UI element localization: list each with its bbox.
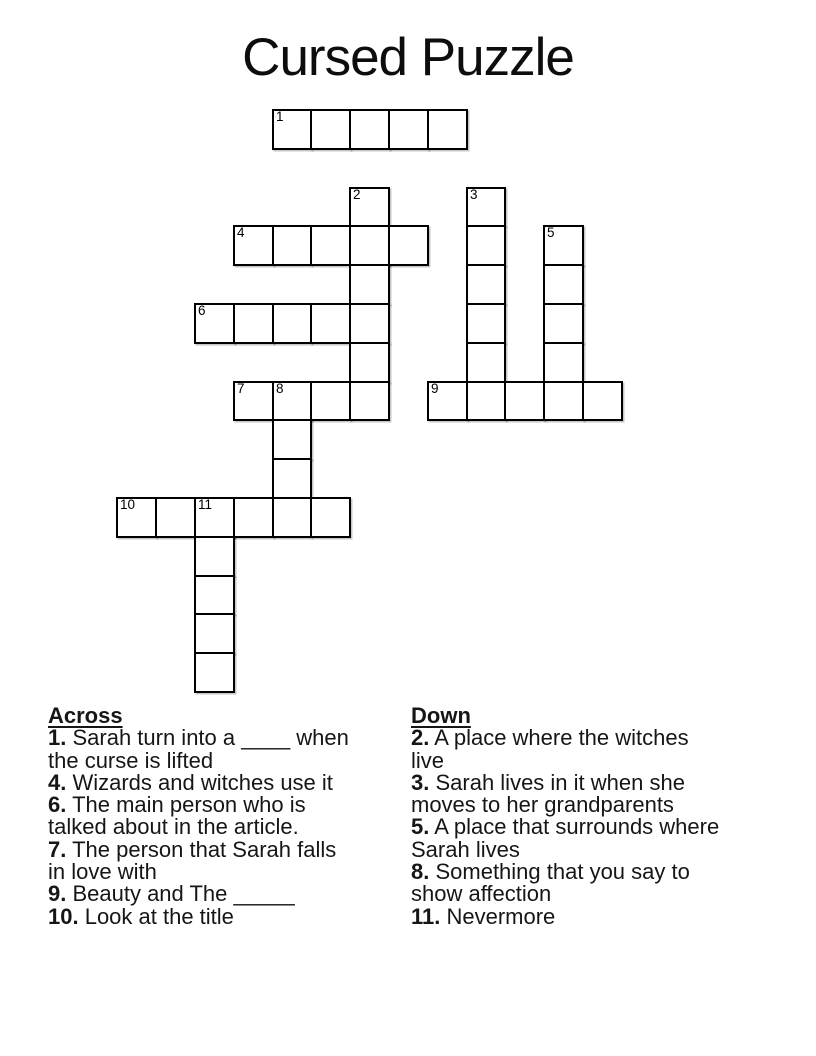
clue-continuation: in love with [48, 859, 157, 885]
cell-number: 9 [431, 381, 439, 396]
grid-cell[interactable] [272, 381, 312, 421]
down-clue-list [411, 727, 806, 928]
clue-number: 7. [48, 836, 67, 862]
grid-cell[interactable] [194, 575, 235, 615]
grid-cell[interactable] [427, 381, 468, 421]
across-clue-list [48, 727, 408, 928]
clue-2: 2. A place where the witches [411, 725, 689, 751]
cell-number: 1 [276, 109, 284, 124]
across-header: Across [48, 703, 123, 728]
grid-cell[interactable] [194, 303, 235, 344]
grid-cell[interactable] [543, 264, 584, 305]
grid-cell[interactable] [543, 381, 584, 421]
grid-cell[interactable] [466, 381, 506, 421]
grid-cell[interactable] [233, 497, 274, 538]
clue-number: 11. [411, 903, 441, 929]
clue-number: 3. [411, 769, 430, 795]
grid-cell[interactable] [349, 109, 390, 150]
grid-cell[interactable] [272, 109, 312, 150]
cell-number: 7 [237, 381, 245, 396]
clue-number: 1. [48, 725, 67, 751]
cell-number: 5 [547, 225, 555, 240]
grid-cell[interactable] [349, 381, 390, 421]
clue-number: 5. [411, 814, 430, 840]
clue-number: 2. [411, 725, 430, 751]
grid-cell[interactable] [388, 109, 429, 150]
clue-number: 8. [411, 859, 430, 885]
grid-cell[interactable] [233, 381, 274, 421]
clue-number: 4. [48, 769, 67, 795]
clue-4: 4. Wizards and witches use it [48, 769, 333, 795]
clue-continuation: the curse is lifted [48, 747, 214, 773]
clue-5: 5. A place that surrounds where [411, 814, 720, 840]
cell-number: 10 [120, 497, 136, 512]
clue-9: 9. Beauty and The _____ [48, 881, 295, 907]
grid-cell[interactable] [388, 225, 429, 266]
grid-cell[interactable] [194, 536, 235, 577]
down-header: Down [411, 703, 471, 728]
grid-cell[interactable] [543, 225, 584, 266]
grid-cell[interactable] [466, 187, 506, 227]
grid-cell[interactable] [272, 497, 312, 538]
clue-7: 7. The person that Sarah falls [48, 836, 337, 862]
grid-cell[interactable] [310, 225, 351, 266]
grid-cell[interactable] [466, 303, 506, 344]
clue-continuation: talked about in the article. [48, 814, 299, 840]
grid-cell[interactable] [349, 187, 390, 227]
clue-6: 6. The main person who is [48, 792, 306, 818]
clue-continuation: live [411, 747, 445, 773]
grid-cell[interactable] [349, 303, 390, 344]
grid-cell[interactable] [310, 109, 351, 150]
cell-number: 2 [353, 187, 361, 202]
cell-number: 11 [198, 497, 213, 512]
grid-cell[interactable] [233, 225, 274, 266]
grid-cell[interactable] [194, 613, 235, 654]
across-section [48, 705, 408, 928]
grid-cell[interactable] [155, 497, 196, 538]
puzzle-title: Cursed Puzzle [242, 28, 574, 87]
grid-cell[interactable] [194, 652, 235, 693]
grid-cell[interactable] [543, 303, 584, 344]
grid-cell[interactable] [427, 109, 468, 150]
grid-cell[interactable] [116, 497, 157, 538]
grid-cell[interactable] [272, 458, 312, 499]
clue-1: 1. Sarah turn into a ____ when [48, 725, 349, 751]
grid-cell[interactable] [543, 342, 584, 383]
clue-continuation: show affection [411, 881, 552, 907]
grid-cell[interactable] [504, 381, 545, 421]
grid-cell[interactable] [349, 342, 390, 383]
clue-11: 11. Nevermore [411, 903, 556, 929]
grid-cell[interactable] [349, 225, 390, 266]
grid-cell[interactable] [466, 264, 506, 305]
grid-cell[interactable] [466, 225, 506, 266]
clue-3: 3. Sarah lives in it when she [411, 769, 685, 795]
grid-cell[interactable] [272, 225, 312, 266]
grid-cell[interactable] [310, 497, 351, 538]
grid-cell[interactable] [310, 303, 351, 344]
clue-continuation: Sarah lives [411, 836, 520, 862]
clue-10: 10. Look at the title [48, 903, 234, 929]
grid-cell[interactable] [272, 419, 312, 460]
clue-continuation: moves to her grandparents [411, 792, 674, 818]
clue-8: 8. Something that you say to [411, 859, 690, 885]
cell-number: 4 [237, 225, 245, 240]
grid-cell[interactable] [466, 342, 506, 383]
clue-number: 10. [48, 903, 79, 929]
clue-number: 9. [48, 881, 67, 907]
cell-number: 3 [470, 187, 478, 202]
grid-cell[interactable] [233, 303, 274, 344]
grid-cell[interactable] [194, 497, 235, 538]
down-section [411, 705, 806, 928]
cell-number: 8 [276, 381, 284, 396]
grid-cell[interactable] [310, 381, 351, 421]
grid-cell[interactable] [349, 264, 390, 305]
cell-number: 6 [198, 303, 206, 318]
grid-cell[interactable] [272, 303, 312, 344]
clue-number: 6. [48, 792, 67, 818]
grid-cell[interactable] [582, 381, 623, 421]
